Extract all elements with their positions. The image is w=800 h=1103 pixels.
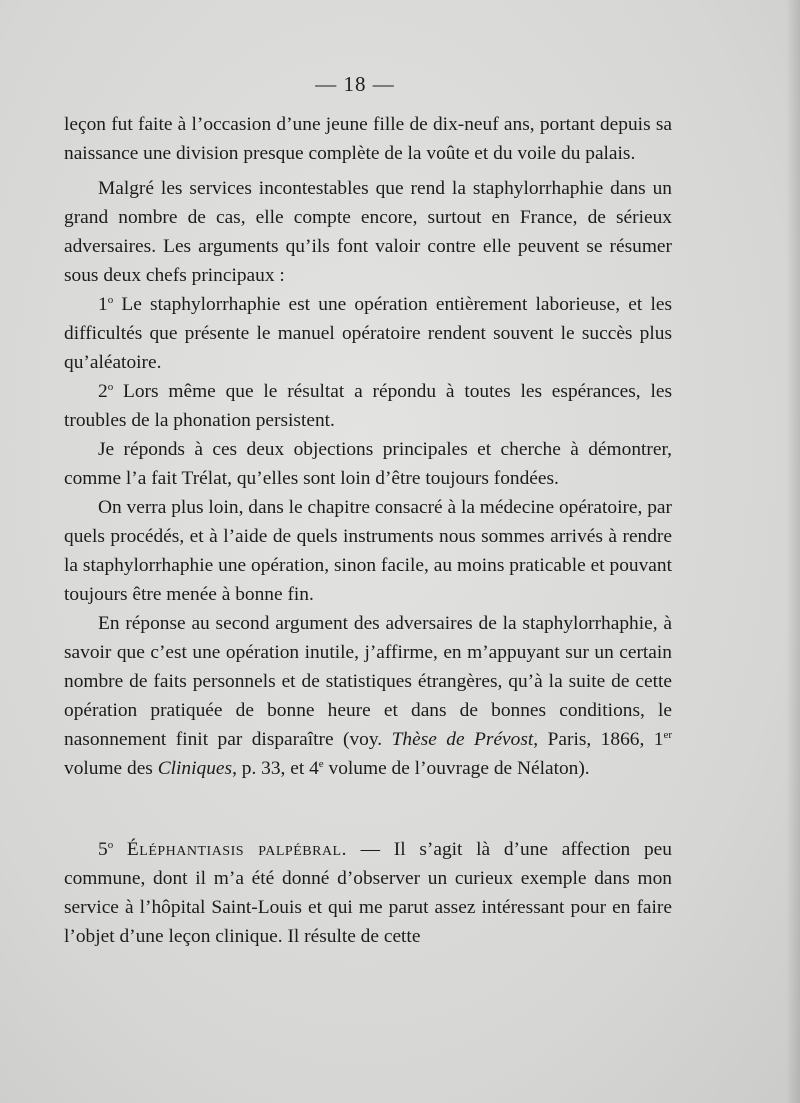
section-paragraph (64, 835, 672, 951)
section-heading: Éléphantiasis palpébral. (126, 839, 347, 860)
paragraph-2: Malgré les services incontestables que rend la staphylorrhaphie dans un grand nombre de cas, elle compte encore, surtout en France, de sérieux adversaires. Les arguments qu’ils font valoir contre elle peuvent se résumer sous deux chefs principaux : (64, 178, 672, 286)
ordinal-mark: er (663, 729, 672, 741)
page-number: — 18 — (315, 72, 395, 96)
item-text: Le staphylorrhaphie est une opération entièrement laborieuse, et les difficultés que présente le manuel opératoire rendent souvent le succès plus qu’aléatoire. (64, 294, 672, 373)
paragraph-7 (64, 609, 672, 783)
text-run: volume des (64, 758, 158, 779)
body-text (64, 110, 672, 951)
ordinal-mark: o (107, 381, 114, 393)
item-text: Lors même que le résultat a répondu à toutes les espérances, les troubles de la phonation persistent. (64, 381, 672, 431)
paragraph-6: On verra plus loin, dans le chapitre consacré à la médecine opératoire, par quels procédés, et à l’aide de quels instruments nous sommes arrivés à rendre la staphylorrhaphie une opération, sinon facile, au moins praticable et pouvant toujours être menée à bonne fin. (64, 497, 672, 605)
paragraph-3 (64, 290, 672, 377)
section-text: — Il s’agit là d’une affection peu commune, dont il m’a été donné d’observer un curieux exemple dans mon service à l’hôpital Saint-Louis et qui me parut assez intéressant pour en faire l’objet d’une leçon clinique. Il résulte de cette (64, 839, 672, 947)
citation-title: Cliniques (157, 758, 233, 779)
text-run: , p. 33, et 4 (232, 758, 319, 779)
ordinal-mark: e (318, 758, 324, 770)
text-run: , Paris, 1866, 1 (533, 729, 664, 750)
text-run: En réponse au second argument des adversaires de la staphylorrhaphie, à savoir que c’est une opération inutile, j’affirme, en m’appuyant sur un certain nombre de faits personnels et de statistiques étrangères, qu’à la suite de cette opération pratiquée de bonne heure et dans de bonnes conditions, le nasonnement finit par disparaître (voy. (64, 613, 672, 750)
ordinal-mark: o (107, 839, 114, 851)
page-edge-shadow (786, 0, 800, 1103)
section-number: 5 (98, 839, 108, 860)
item-number: 2 (98, 381, 108, 402)
text-run: volume de l’ouvrage de Nélaton). (323, 758, 590, 779)
item-number: 1 (98, 294, 108, 315)
paragraph-5: Je réponds à ces deux objections principales et cherche à démontrer, comme l’a fait Trélat, qu’elles sont loin d’être toujours fondées. (64, 439, 672, 489)
paragraph-4 (64, 377, 672, 435)
citation-title: Thèse de Prévost (391, 729, 534, 750)
paragraph-1: leçon fut faite à l’occasion d’une jeune fille de dix-neuf ans, portant depuis sa naissance une division presque complète de la voûte et du voile du palais. (64, 114, 672, 164)
ordinal-mark: o (107, 294, 114, 306)
